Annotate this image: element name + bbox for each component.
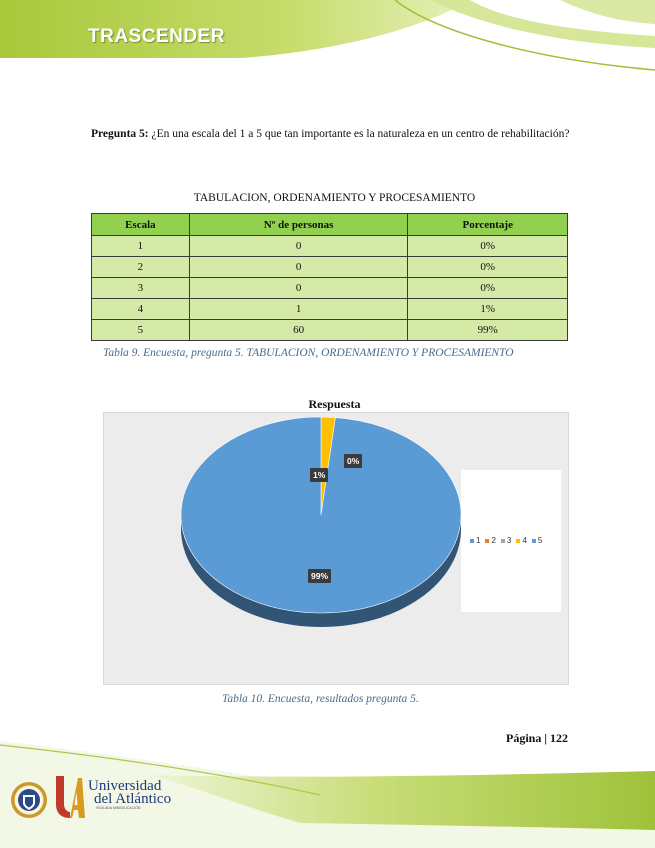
results-table [91,213,568,341]
legend-label: 3 [506,536,512,545]
university-seal-icon [10,781,48,819]
table-cell: 3 [92,278,190,299]
column-header-porcentaje: Porcentaje [408,214,568,236]
table-cell: 4 [92,299,190,320]
table-cell: 1% [408,299,568,320]
table-title: TABULACION, ORDENAMIENTO Y PROCESAMIENTO [193,192,476,204]
table-cell: 0 [189,278,408,299]
legend-item-5 [532,536,542,545]
legend-label: 4 [522,536,527,545]
table-cell: 0% [408,278,568,299]
column-header-personas: Nº de personas [189,214,408,236]
table-cell: 0 [189,257,408,278]
legend-item-3 [501,536,511,545]
university-name [88,780,171,811]
table-cell: 0% [408,236,568,257]
column-header-escala: Escala [92,214,190,236]
pie-slice-5 [181,417,461,613]
chart-caption: Tabla 10. Encuesta, resultados pregunta 5. [222,693,419,705]
legend-swatch [516,539,520,543]
pie-chart [103,412,567,683]
table-cell: 99% [408,320,568,341]
legend-item-4 [516,536,526,545]
header-title: TRASCENDER [88,26,225,47]
university-name-line1: Universidad [88,778,162,794]
data-label-5: 99% [308,569,331,583]
page-number: Página | 122 [506,731,568,745]
university-tagline: VIGILADA MINEDUCACIÓN [96,806,141,810]
table-cell: 0% [408,257,568,278]
table-row [92,257,568,278]
legend-label: 2 [491,536,496,545]
table-cell: 0 [189,236,408,257]
question-text [91,126,571,143]
ua-logo-icon [54,774,86,820]
table-cell: 1 [92,236,190,257]
table-row [92,278,568,299]
table-row [92,320,568,341]
data-label-3: 0% [344,454,362,468]
legend-item-2 [485,536,495,545]
question-label: Pregunta 5: [91,128,149,140]
table-cell: 60 [189,320,408,341]
table-row [92,236,568,257]
table-caption: Tabla 9. Encuesta, pregunta 5. TABULACION, ORDENAMIENTO Y PROCESAMIENTO [103,347,514,359]
legend-label: 5 [537,536,543,545]
university-name-line2: del Atlántico [94,791,172,807]
chart-title: Respuesta [308,397,361,411]
chart-legend [470,536,542,545]
table-row [92,299,568,320]
legend-swatch [532,539,536,543]
legend-swatch [470,539,474,543]
table-cell: 1 [189,299,408,320]
table-cell: 2 [92,257,190,278]
data-label-4: 1% [310,468,328,482]
legend-label: 1 [476,536,481,545]
table-cell: 5 [92,320,190,341]
question-body: ¿En una escala del 1 a 5 que tan importante es la naturaleza en un centro de rehabilitación? [148,128,570,140]
table-header-row [92,214,568,236]
legend-item-1 [470,536,480,545]
legend-swatch [485,539,489,543]
legend-swatch [501,539,505,543]
